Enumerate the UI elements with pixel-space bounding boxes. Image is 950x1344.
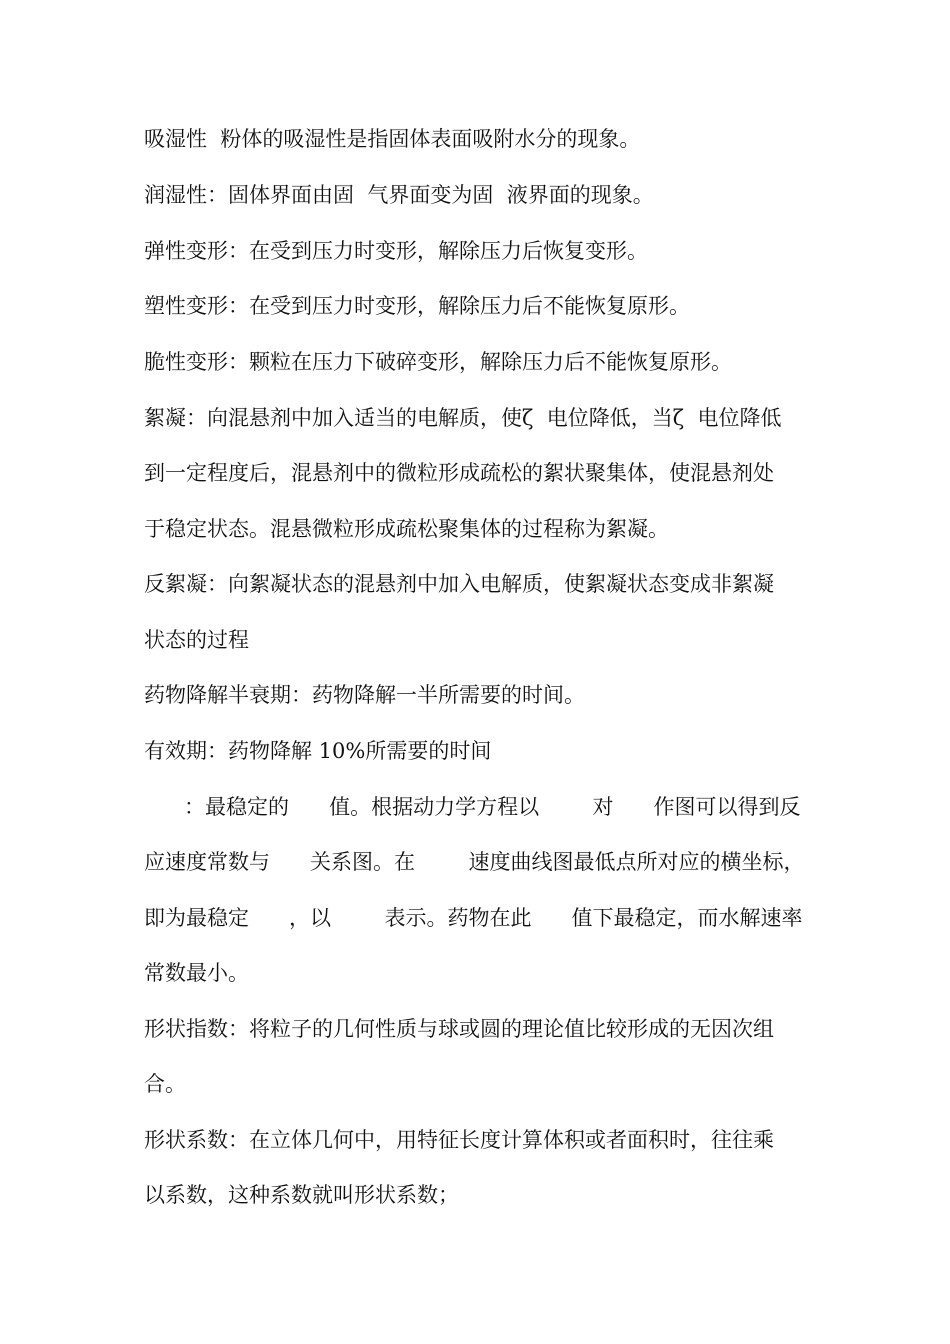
- text-line-shape-index-1: 形状指数：将粒子的几何性质与球或圆的理论值比较形成的无因次组: [144, 1017, 774, 1041]
- text-line-flocculation-2: 到一定程度后，混悬剂中的微粒形成疏松的絮状聚集体，使混悬剂处: [144, 461, 774, 485]
- text-line-brittle-deformation: 脆性变形：颗粒在压力下破碎变形，解除压力后不能恢复原形。: [144, 350, 732, 374]
- text-line-elastic-deformation: 弹性变形：在受到压力时变形，解除压力后恢复变形。: [144, 239, 648, 263]
- text-line-shape-index-2: 合。: [144, 1072, 186, 1096]
- text-line-optimal-ph-1: ：最稳定的 值。根据动力学方程以 对 作图可以得到反: [144, 795, 801, 819]
- text-line-shape-factor-1: 形状系数：在立体几何中，用特征长度计算体积或者面积时，往往乘: [144, 1128, 774, 1152]
- text-line-flocculation-3: 于稳定状态。混悬微粒形成疏松聚集体的过程称为絮凝。: [144, 517, 669, 541]
- text-line-deflocculation-1: 反絮凝：向絮凝状态的混悬剂中加入电解质，使絮凝状态变成非絮凝: [144, 572, 774, 596]
- text-line-hygroscopicity: 吸湿性 粉体的吸湿性是指固体表面吸附水分的现象。: [144, 127, 641, 151]
- text-line-optimal-ph-4: 常数最小。: [144, 961, 249, 985]
- text-line-optimal-ph-3: 即为最稳定 ，以 表示。药物在此 值下最稳定，而水解速率: [144, 906, 803, 930]
- text-line-wettability: 润湿性：固体界面由固 气界面变为固 液界面的现象。: [144, 183, 654, 207]
- text-line-half-life: 药物降解半衰期：药物降解一半所需要的时间。: [144, 683, 585, 707]
- text-line-plastic-deformation: 塑性变形：在受到压力时变形，解除压力后不能恢复原形。: [144, 294, 690, 318]
- text-line-optimal-ph-2: 应速度常数与 关系图。在 速度曲线图最低点所对应的横坐标，: [144, 850, 805, 874]
- text-line-shelf-life: 有效期：药物降解 10%所需要的时间: [144, 739, 492, 763]
- text-line-shape-factor-2: 以系数，这种系数就叫形状系数；: [144, 1183, 459, 1207]
- text-line-flocculation-1: 絮凝：向混悬剂中加入适当的电解质，使ζ 电位降低，当ζ 电位降低: [144, 406, 782, 430]
- text-line-deflocculation-2: 状态的过程: [144, 628, 249, 652]
